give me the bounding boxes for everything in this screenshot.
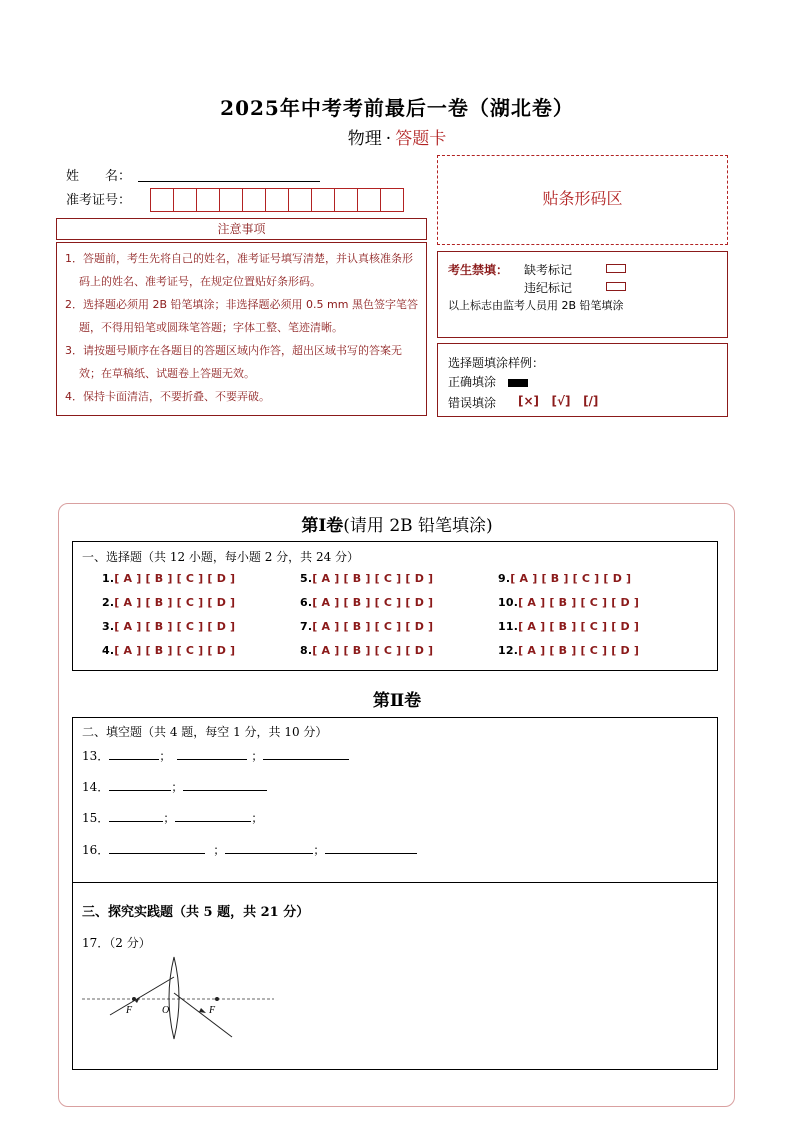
id-digit-box[interactable] (380, 188, 404, 212)
question-number: 11. (498, 620, 519, 633)
exam-id-label: 准考证号： (66, 193, 132, 208)
id-digit-box[interactable] (219, 188, 243, 212)
f-left-label: F (126, 1005, 133, 1016)
q16-number: 16． (82, 843, 110, 857)
part2-title: 第Ⅱ卷 (372, 691, 422, 711)
choice-question-2[interactable] (102, 596, 235, 609)
notice-item-1: 1．答题前，考生先将自己的姓名，准考证号填写清楚，并认真核准条形码上的姓名、准考证号，在规定位置贴好条形码。 (65, 252, 413, 288)
notice-item-4: 4．保持卡面清洁，不要折叠、不要弄破。 (65, 390, 270, 403)
choice-question-5[interactable] (300, 572, 433, 585)
subtitle-dot: · (385, 129, 392, 149)
choice-question-3[interactable] (102, 620, 235, 633)
id-digit-box[interactable] (334, 188, 358, 212)
fill-q15[interactable]: 15． ； ； (82, 811, 264, 825)
subject-label: 物理 (347, 129, 382, 149)
answer-options[interactable]: [ A ] [ B ] [ C ] [ D ] (510, 572, 632, 585)
id-digit-box[interactable] (150, 188, 174, 212)
fill-q14[interactable]: 14． ； (82, 778, 267, 795)
question-number: 1. (102, 572, 115, 585)
ban-box (437, 251, 728, 338)
page-title: 2025年中考考前最后一卷（湖北卷） (220, 96, 574, 120)
page-subtitle (0, 124, 794, 149)
question-number: 8. (300, 644, 313, 657)
choice-question-12[interactable] (498, 644, 639, 657)
correct-label: 正确填涂 (448, 375, 497, 389)
answer-options[interactable]: [ A ] [ B ] [ C ] [ D ] (114, 644, 236, 657)
barcode-area[interactable]: 贴条形码区 (437, 155, 728, 245)
question-number: 2. (102, 596, 115, 609)
sample-box (437, 343, 728, 417)
fill-section-head: 二、填空题（共 4 题，每空 1 分，共 10 分） (82, 725, 328, 739)
question-number: 9. (498, 572, 511, 585)
o-label: O (162, 1005, 170, 1016)
absent-label: 缺考标记 (524, 263, 573, 277)
q14-number: 14． (82, 780, 110, 794)
card-name: 答题卡 (395, 129, 447, 149)
q17-label: 17．（2 分） (82, 936, 151, 950)
answer-options[interactable]: [ A ] [ B ] [ C ] [ D ] (114, 620, 236, 633)
section-divider (72, 882, 718, 883)
answer-options[interactable]: [ A ] [ B ] [ C ] [ D ] (114, 596, 236, 609)
choice-question-1[interactable] (102, 572, 235, 585)
violation-label: 违纪标记 (524, 281, 573, 295)
absent-mark[interactable] (606, 261, 626, 275)
part1-subtitle: (请用 2B 铅笔填涂) (343, 516, 493, 536)
answer-options[interactable]: [ A ] [ B ] [ C ] [ D ] (312, 644, 434, 657)
choice-question-10[interactable] (498, 596, 639, 609)
id-digit-box[interactable] (357, 188, 381, 212)
wrong-label: 错误填涂 (448, 396, 497, 410)
id-digit-box[interactable] (311, 188, 335, 212)
notice-item-2: 2．选择题必须用 2B 铅笔填涂；非选择题必须用 0.5 mm 黑色签字笔答题，不得用铅笔或圆珠笔答题；字体工整、笔迹清晰。 (65, 298, 418, 334)
lens-diagram (80, 955, 280, 1045)
ban-note: 以上标志由监考人员用 2B 铅笔填涂 (448, 299, 624, 312)
refracted-ray (174, 993, 232, 1037)
choice-question-6[interactable] (300, 596, 433, 609)
question-number: 7. (300, 620, 313, 633)
choice-question-4[interactable] (102, 644, 235, 657)
q13-number: 13． (82, 749, 110, 763)
fill-q13[interactable]: 13． ； ； (82, 747, 349, 764)
question-number: 6. (300, 596, 313, 609)
choice-question-11[interactable] (498, 620, 639, 633)
wrong-fill-examples: [×] [√] [/] (518, 394, 599, 408)
convex-lens-icon (169, 957, 179, 1039)
sample-title: 选择题填涂样例： (448, 356, 545, 370)
answer-options[interactable]: [ A ] [ B ] [ C ] [ D ] (312, 620, 434, 633)
choice-question-7[interactable] (300, 620, 433, 633)
part1-name: 第Ⅰ卷 (301, 516, 344, 536)
practice-section-head: 三、探究实践题（共 5 题，共 21 分） (82, 905, 310, 920)
ban-label: 考生禁填： (448, 263, 509, 277)
question-number: 10. (498, 596, 519, 609)
part1-title (0, 511, 794, 536)
f-right-label: F (209, 1005, 216, 1016)
name-label: 姓 名： (66, 169, 132, 184)
focal-point-left (132, 997, 136, 1001)
choice-question-9[interactable] (498, 572, 631, 585)
choice-question-8[interactable] (300, 644, 433, 657)
answer-options[interactable]: [ A ] [ B ] [ C ] [ D ] (518, 620, 640, 633)
question-number: 3. (102, 620, 115, 633)
violation-mark[interactable] (606, 279, 626, 293)
name-field[interactable] (138, 180, 320, 182)
question-number: 12. (498, 644, 519, 657)
answer-options[interactable]: [ A ] [ B ] [ C ] [ D ] (518, 644, 640, 657)
exam-id-boxes[interactable] (150, 188, 403, 212)
question-number: 5. (300, 572, 313, 585)
id-digit-box[interactable] (288, 188, 312, 212)
question-number: 4. (102, 644, 115, 657)
answer-options[interactable]: [ A ] [ B ] [ C ] [ D ] (312, 596, 434, 609)
notice-item-3: 3．请按题号顺序在各题目的答题区域内作答，超出区域书写的答案无效；在草稿纸、试题卷上答题无效。 (65, 344, 402, 380)
choice-section-head: 一、选择题（共 12 小题，每小题 2 分，共 24 分） (82, 550, 360, 564)
notice-title: 注意事项 (56, 218, 427, 240)
q15-number: 15． (82, 811, 110, 825)
correct-fill-example (508, 375, 528, 389)
notice-body (56, 242, 427, 416)
id-digit-box[interactable] (173, 188, 197, 212)
fill-q16[interactable]: 16． ； ； (82, 841, 417, 858)
id-digit-box[interactable] (196, 188, 220, 212)
answer-options[interactable]: [ A ] [ B ] [ C ] [ D ] (312, 572, 434, 585)
focal-point-right (215, 997, 219, 1001)
id-digit-box[interactable] (242, 188, 266, 212)
answer-options[interactable]: [ A ] [ B ] [ C ] [ D ] (114, 572, 236, 585)
id-digit-box[interactable] (265, 188, 289, 212)
answer-options[interactable]: [ A ] [ B ] [ C ] [ D ] (518, 596, 640, 609)
